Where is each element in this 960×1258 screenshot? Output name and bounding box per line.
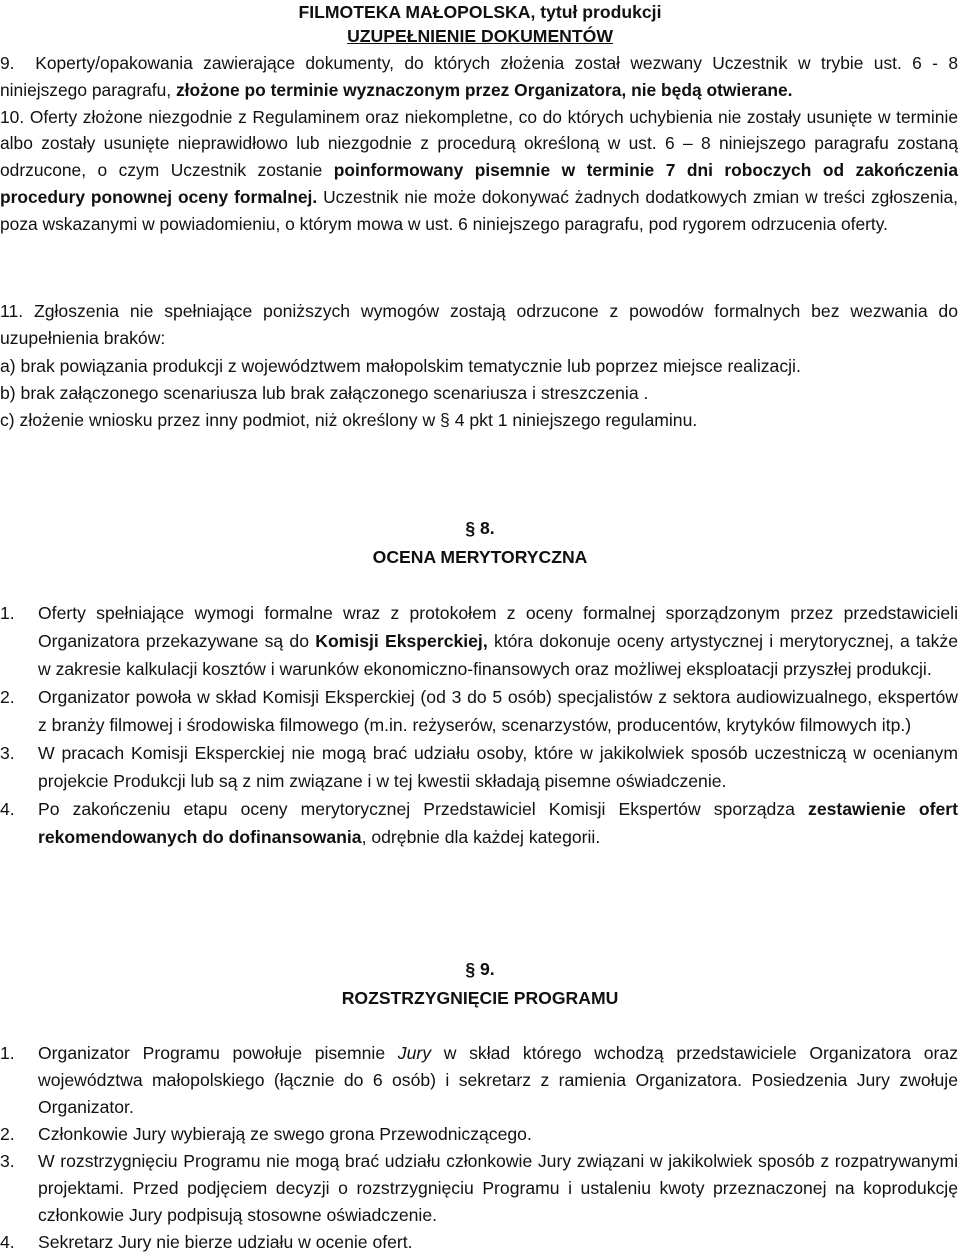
header-title: FILMOTEKA MAŁOPOLSKA, tytuł produkcji: [298, 2, 662, 22]
item-text: Organizator powoła w skład Komisji Eksperckiej (od 3 do 5 osób) specjalistów z sektora audiowizualnego, ekspertów z branży filmowej i środowiska filmowego (m.in. reżyserów, scenarzystów, producentów, krytyków filmowych itp.): [38, 687, 958, 735]
point-11-c: c) złożenie wniosku przez inny podmiot, niż określony w § 4 pkt 1 niniejszego regulaminu.: [0, 410, 698, 431]
section-9-item-4: [0, 1229, 958, 1256]
point-10: [0, 104, 958, 238]
item-text: W rozstrzygnięciu Programu nie mogą brać udziału członkowie Jury związani w jakikolwiek sposób z rozpatrywanymi projektami. Przed podjęciem decyzji o rozstrzygnięciu Programu i ustaleniu kwoty przeznaczonej na koprodukcję członkowie Jury podpisują stosowne oświadczenie.: [38, 1151, 958, 1225]
point-9: [0, 50, 958, 104]
item-text-tail: , odrębnie dla każdej kategorii.: [361, 827, 601, 847]
point-10-number: 10.: [0, 106, 25, 127]
item-number: 2.: [0, 1124, 15, 1144]
item-bold: Komisji Eksperckiej,: [315, 631, 488, 651]
item-text: Oferty spełniające wymogi formalne wraz z protokołem z oceny formalnej sporządzonym przez przedstawicieli Organizatora przekazywane są do: [38, 603, 958, 651]
section-8-item-2: [0, 683, 958, 739]
item-italic: Jury: [397, 1043, 432, 1063]
item-text: Organizator Programu powołuje pisemnie: [38, 1043, 398, 1063]
item-number: 3.: [0, 743, 15, 763]
section-8-item-3: [0, 739, 958, 795]
point-9-text: Koperty/opakowania zawierające dokumenty, do których złożenia został wezwany Uczestnik w trybie ust. 6 - 8 niniejszego paragrafu,: [0, 53, 958, 100]
point-9-bold: złożone po terminie wyznaczonym przez Organizatora, nie będą otwierane.: [175, 79, 793, 100]
item-text: Członkowie Jury wybierają ze swego grona Przewodniczącego.: [38, 1124, 532, 1144]
item-number: 1.: [0, 603, 15, 623]
section-8-item-4: [0, 795, 958, 851]
section-9-title: ROZSTRZYGNIĘCIE PROGRAMU: [341, 988, 619, 1008]
point-10-bold: poinformowany pisemnie w terminie 7 dni roboczych od zakończenia procedury ponownej oceny formalnej.: [0, 160, 958, 207]
section-9-item-3: [0, 1148, 958, 1229]
section-8-title: OCENA MERYTORYCZNA: [372, 547, 588, 567]
item-number: 3.: [0, 1151, 15, 1171]
section-9-item-2: [0, 1121, 958, 1148]
section-8-list: [0, 599, 958, 851]
point-11-b: b) brak załączonego scenariusza lub brak załączonego scenariusza i streszczenia .: [0, 382, 649, 403]
point-11-a: a) brak powiązania produkcji z województwem małopolskim tematycznie lub poprzez miejsce realizacji.: [0, 355, 801, 376]
section-9-list: [0, 1040, 958, 1256]
point-11: [0, 298, 958, 434]
document-header: [0, 0, 960, 48]
item-text-tail: w skład którego wchodzą przedstawiciele Organizatora oraz województwa małopolskiego (łącznie do 6 osób) i sekretarz z ramienia Organizatora. Posiedzenia Jury zwołuje Organizator.: [38, 1043, 958, 1117]
section-9-item-1: [0, 1040, 958, 1121]
point-10-text: Oferty złożone niezgodnie z Regulaminem oraz niekompletne, co do których uchybienia nie zostały usunięte w terminie albo zostały usunięte nieprawidłowo lub niezgodnie z procedurą określoną w ust. 6 – 8 niniejszego paragrafu zostaną odrzucone, o czym Uczestnik zostanie: [0, 106, 958, 181]
point-9-number: 9.: [0, 53, 15, 73]
item-text-tail: która dokonuje oceny artystycznej i merytorycznej, a także w zakresie kalkulacji kosztów i warunków ekonomiczno-finansowych oraz możliwej eksploatacji przyszłej produkcji.: [38, 631, 959, 679]
section-9-number: § 9.: [465, 959, 495, 979]
item-number: 4.: [0, 799, 15, 819]
header-subtitle: UZUPEŁNIENIE DOKUMENTÓW: [347, 26, 613, 46]
point-11-number: 11.: [0, 301, 24, 321]
item-number: 1.: [0, 1043, 15, 1063]
section-8-number: § 8.: [465, 518, 495, 538]
section-7-continuation: [0, 50, 958, 238]
point-10-text-tail: Uczestnik nie może dokonywać żadnych dodatkowych zmian w treści zgłoszenia, poza wskazanymi w powiadomieniu, o którym mowa w ust. 6 niniejszego paragrafu, pod rygorem odrzucenia oferty.: [0, 186, 958, 234]
item-bold: zestawienie ofert rekomendowanych do dofinansowania: [38, 799, 958, 847]
item-text: Sekretarz Jury nie bierze udziału w ocenie ofert.: [38, 1232, 413, 1252]
item-text: W pracach Komisji Eksperckiej nie mogą brać udziału osoby, które w jakikolwiek sposób uczestniczą w ocenianym projekcie Produkcji lub są z nim związane i w tej kwestii składają pisemne oświadczenie.: [38, 743, 958, 791]
section-8-item-1: [0, 599, 958, 683]
point-11-text: Zgłoszenia nie spełniające poniższych wymogów zostają odrzucone z powodów formalnych bez wezwania do uzupełnienia braków:: [0, 301, 958, 349]
item-number: 2.: [0, 687, 15, 707]
item-text: Po zakończeniu etapu oceny merytorycznej Przedstawiciel Komisji Ekspertów sporządza: [38, 799, 809, 819]
item-number: 4.: [0, 1232, 15, 1252]
